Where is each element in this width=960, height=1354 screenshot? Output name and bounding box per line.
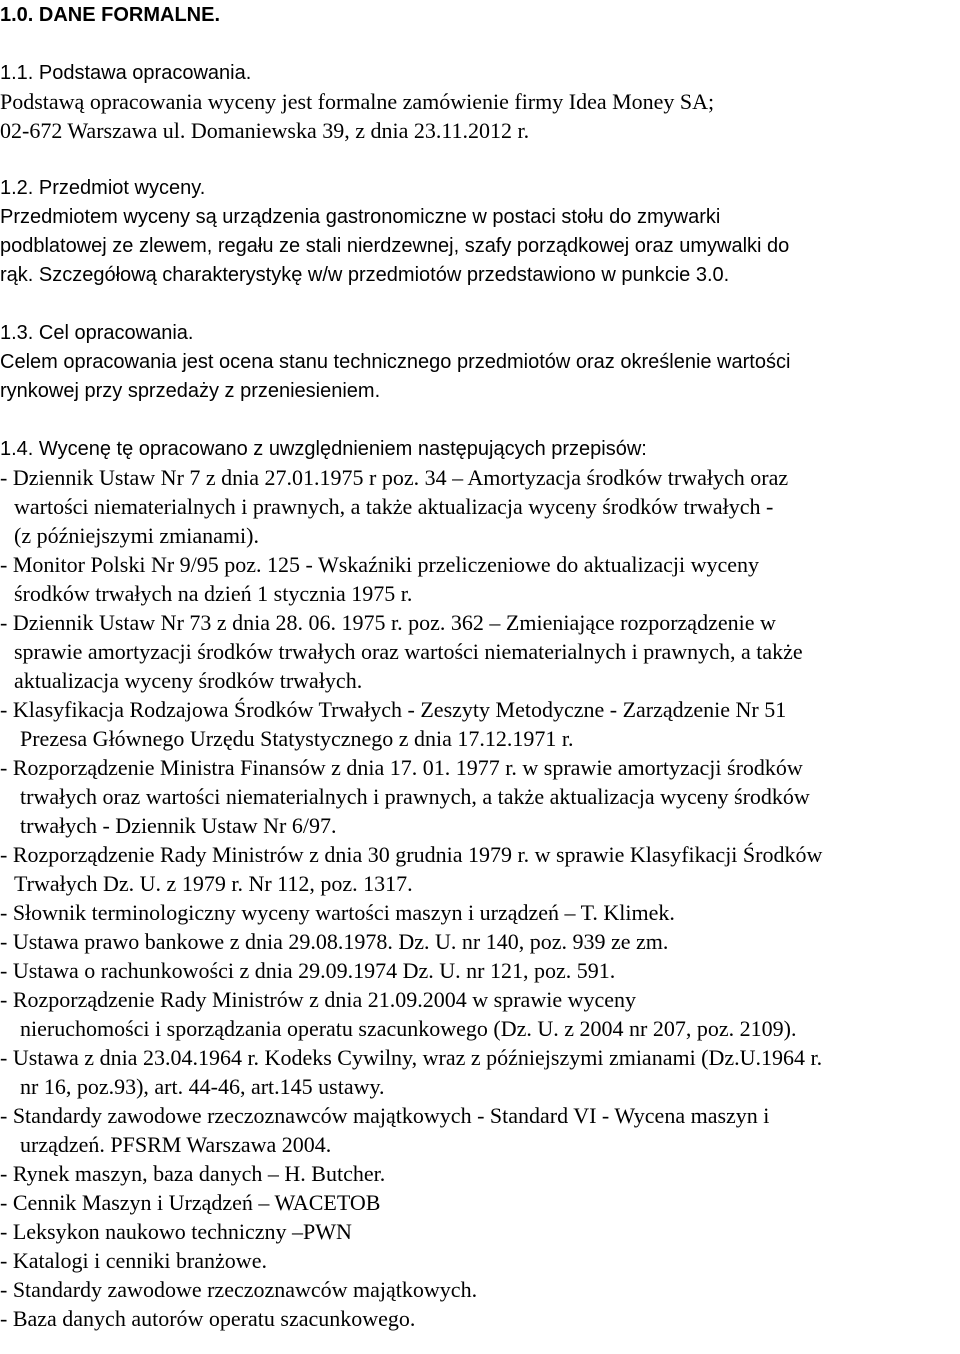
list-item-continuation: Trwałych Dz. U. z 1979 r. Nr 112, poz. 1317. bbox=[14, 871, 413, 896]
list-item-continuation: trwałych - Dziennik Ustaw Nr 6/97. bbox=[20, 813, 337, 838]
section-heading: 1.0. DANE FORMALNE. bbox=[0, 4, 221, 26]
list-item-continuation: aktualizacja wyceny środków trwałych. bbox=[14, 668, 363, 693]
subsection-title-1-4: 1.4. Wycenę tę opracowano z uwzględnieniem następujących przepisów: bbox=[0, 438, 647, 460]
list-item: - Rozporządzenie Rady Ministrów z dnia 21.09.2004 w sprawie wyceny bbox=[0, 987, 637, 1012]
list-item: - Rozporządzenie Ministra Finansów z dnia 17. 01. 1977 r. w sprawie amortyzacji środków bbox=[0, 755, 803, 780]
subsection-title-1-1: 1.1. Podstawa opracowania. bbox=[0, 62, 252, 84]
list-item: - Słownik terminologiczny wyceny wartości maszyn i urządzeń – T. Klimek. bbox=[0, 900, 675, 925]
list-item: - Standardy zawodowe rzeczoznawców majątkowych. bbox=[0, 1277, 478, 1302]
list-item: - Leksykon naukowo techniczny –PWN bbox=[0, 1219, 352, 1244]
list-item-continuation: środków trwałych na dzień 1 stycznia 1975 r. bbox=[14, 581, 413, 606]
list-item-continuation: Prezesa Głównego Urzędu Statystycznego z dnia 17.12.1971 r. bbox=[20, 726, 574, 751]
list-item: - Dziennik Ustaw Nr 73 z dnia 28. 06. 1975 r. poz. 362 – Zmieniające rozporządzenie w bbox=[0, 610, 776, 635]
list-item: - Ustawa z dnia 23.04.1964 r. Kodeks Cywilny, wraz z późniejszymi zmianami (Dz.U.1964 r. bbox=[0, 1045, 823, 1070]
list-item: - Ustawa prawo bankowe z dnia 29.08.1978. Dz. U. nr 140, poz. 939 ze zm. bbox=[0, 929, 669, 954]
paragraph-line: Przedmiotem wyceny są urządzenia gastronomiczne w postaci stołu do zmywarki bbox=[0, 206, 721, 228]
list-item-continuation: nieruchomości i sporządzania operatu szacunkowego (Dz. U. z 2004 nr 207, poz. 2109). bbox=[20, 1016, 797, 1041]
paragraph-line: Podstawą opracowania wyceny jest formalne zamówienie firmy Idea Money SA; bbox=[0, 89, 715, 114]
list-item: - Rozporządzenie Rady Ministrów z dnia 30 grudnia 1979 r. w sprawie Klasyfikacji Środków bbox=[0, 842, 823, 867]
paragraph-line: 02-672 Warszawa ul. Domaniewska 39, z dnia 23.11.2012 r. bbox=[0, 118, 530, 143]
paragraph-line: podblatowej ze zlewem, regału ze stali nierdzewnej, szafy porządkowej oraz umywalki do bbox=[0, 235, 790, 257]
list-item: - Ustawa o rachunkowości z dnia 29.09.1974 Dz. U. nr 121, poz. 591. bbox=[0, 958, 616, 983]
list-item: - Katalogi i cenniki branżowe. bbox=[0, 1248, 267, 1273]
list-item: - Baza danych autorów operatu szacunkowego. bbox=[0, 1306, 416, 1331]
list-item: - Monitor Polski Nr 9/95 poz. 125 - Wskaźniki przeliczeniowe do aktualizacji wyceny bbox=[0, 552, 759, 577]
list-item-continuation: sprawie amortyzacji środków trwałych oraz wartości niematerialnych i prawnych, a także bbox=[14, 639, 803, 664]
list-item: - Rynek maszyn, baza danych – H. Butcher. bbox=[0, 1161, 386, 1186]
list-item-continuation: urządzeń. PFSRM Warszawa 2004. bbox=[20, 1132, 332, 1157]
subsection-title-1-2: 1.2. Przedmiot wyceny. bbox=[0, 177, 206, 199]
list-item-continuation: nr 16, poz.93), art. 44-46, art.145 ustawy. bbox=[20, 1074, 385, 1099]
paragraph-line: rynkowej przy sprzedaży z przeniesieniem. bbox=[0, 380, 381, 402]
paragraph-line: Celem opracowania jest ocena stanu technicznego przedmiotów oraz określenie wartości bbox=[0, 351, 791, 373]
list-item-continuation: (z późniejszymi zmianami). bbox=[14, 523, 259, 548]
list-item: - Standardy zawodowe rzeczoznawców majątkowych - Standard VI - Wycena maszyn i bbox=[0, 1103, 770, 1128]
list-item: - Cennik Maszyn i Urządzeń – WACETOB bbox=[0, 1190, 381, 1215]
list-item-continuation: trwałych oraz wartości niematerialnych i prawnych, a także aktualizacja wyceny środków bbox=[20, 784, 810, 809]
subsection-title-1-3: 1.3. Cel opracowania. bbox=[0, 322, 194, 344]
list-item-continuation: wartości niematerialnych i prawnych, a także aktualizacja wyceny środków trwałych - bbox=[14, 494, 774, 519]
paragraph-line: rąk. Szczegółową charakterystykę w/w przedmiotów przedstawiono w punkcie 3.0. bbox=[0, 264, 730, 286]
list-item: - Dziennik Ustaw Nr 7 z dnia 27.01.1975 r poz. 34 – Amortyzacja środków trwałych oraz bbox=[0, 465, 789, 490]
list-item: - Klasyfikacja Rodzajowa Środków Trwałych - Zeszyty Metodyczne - Zarządzenie Nr 51 bbox=[0, 697, 787, 722]
